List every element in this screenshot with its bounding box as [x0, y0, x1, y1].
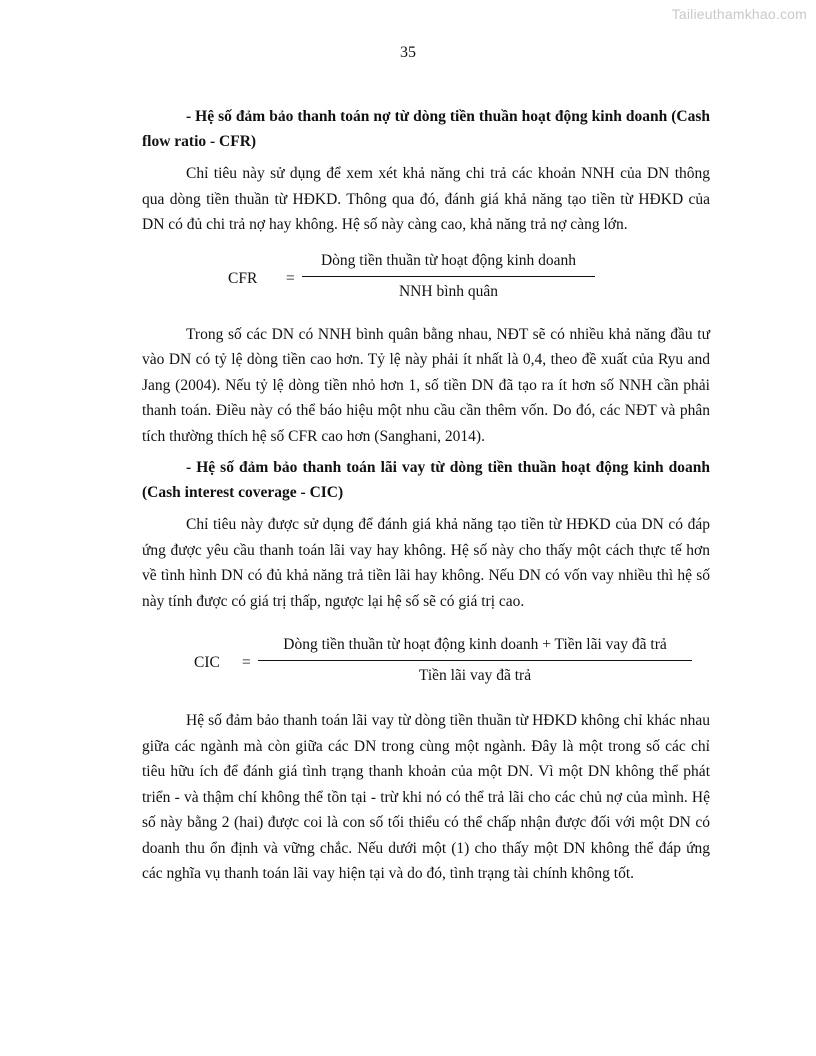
cic-section-heading: - Hệ số đảm bảo thanh toán lãi vay từ dòng tiền thuần hoạt động kinh doanh (Cash interest coverage - CIC): [142, 459, 710, 501]
cic-formula: [142, 636, 710, 696]
cfr-formula-equals: =: [286, 269, 295, 287]
cic-fraction: [258, 636, 692, 685]
cfr-fraction: [302, 252, 595, 301]
watermark-text: Tailieuthamkhao.com: [671, 6, 807, 22]
cic-detail-paragraph: Hệ số đảm bảo thanh toán lãi vay từ dòng tiền thuần từ HĐKD không chỉ khác nhau giữa các ngành mà còn giữa các DN trong cùng một ngành. Đây là một trong số các chỉ tiêu hữu ích để đánh giá tình trạng thanh khoản của một DN. Vì một DN không thể phát triển - và thậm chí không thể tồn tại - trừ khi nó có thể trả lãi cho các chủ nợ của mình. Hệ số này bằng 2 (hai) được coi là con số tối thiểu có thể chấp nhận được đối với một DN có doanh thu ổn định và vững chắc. Nếu dưới một (1) cho thấy một DN không thể đáp ứng các nghĩa vụ thanh toán lãi vay hiện tại và do đó, tình trạng tài chính không tốt.: [142, 712, 710, 882]
page-number: 35: [400, 44, 416, 61]
cfr-formula: [142, 252, 710, 312]
cic-formula-label: CIC: [194, 654, 220, 671]
cic-formula-equals: =: [242, 654, 251, 671]
cic-intro-paragraph: Chỉ tiêu này được sử dụng để đánh giá khả năng tạo tiền từ HĐKD của DN có đáp ứng được yêu cầu thanh toán lãi vay hay không. Hệ số này cho thấy một cách thực tế hơn về tình hình DN có đủ khả năng trả tiền lãi hay không. Nếu DN có vốn vay nhiều thì hệ số này tính được có giá trị thấp, ngược lại hệ số sẽ có giá trị cao.: [142, 516, 710, 610]
cfr-detail-paragraph: Trong số các DN có NNH bình quân bằng nhau, NĐT sẽ có nhiều khả năng đầu tư vào DN có tỷ lệ dòng tiền cao hơn. Tỷ lệ này phải ít nhất là 0,4, theo đề xuất của Ryu and Jang (2004). Nếu tỷ lệ dòng tiền nhỏ hơn 1, số tiền DN đã tạo ra ít hơn số NNH cần phải thanh toán. Điều này có thể báo hiệu một nhu cầu cần thêm vốn. Do đó, các NĐT và phân tích thường thích hệ số CFR cao hơn (Sanghani, 2014).: [142, 325, 710, 445]
cfr-intro-paragraph: Chỉ tiêu này sử dụng để xem xét khả năng chi trả các khoản NNH của DN thông qua dòng tiền thuần từ HĐKD. Thông qua đó, đánh giá khả năng tạo tiền từ HĐKD của DN có đủ chi trả nợ hay không. Hệ số này càng cao, khả năng trả nợ càng lớn.: [142, 165, 710, 233]
document-body: [142, 104, 710, 893]
cfr-section-heading: - Hệ số đảm bảo thanh toán nợ từ dòng tiền thuần hoạt động kinh doanh (Cash flow ratio - CFR): [142, 108, 710, 150]
cic-numerator: Dòng tiền thuần từ hoạt động kinh doanh + Tiền lãi vay đã trả: [258, 636, 692, 661]
cfr-formula-label: CFR: [228, 269, 258, 287]
cic-denominator: Tiền lãi vay đã trả: [418, 667, 532, 684]
cfr-denominator: NNH bình quân: [398, 282, 499, 300]
cfr-numerator: Dòng tiền thuần từ hoạt động kinh doanh: [302, 252, 595, 277]
